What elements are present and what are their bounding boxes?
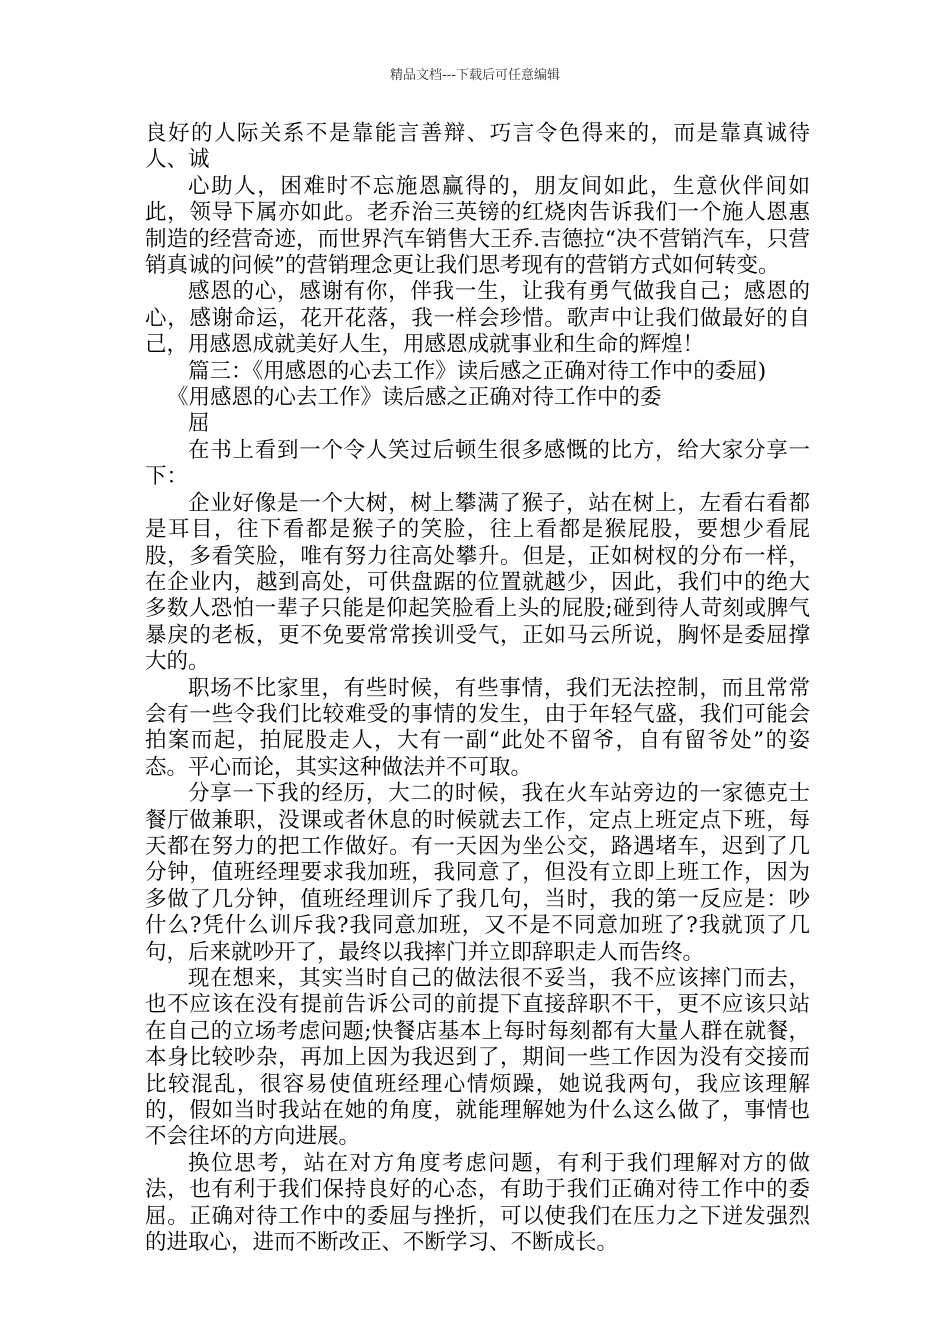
paragraph: 分享一下我的经历，大二的时候，我在火车站旁边的一家德克士餐厅做兼职，没课或者休息的时候就去工作，定点上班定点下班，每天都在努力的把工作做好。有一天因为坐公交，路遇堵车，迟到了几分钟，值班经理要求我加班，我同意了，但没有立即上班工作，因为多做了几分钟，值班经理训斥了我几句，当时，我的第一反应是：吵什么?凭什么训斥我?我同意加班，又不是不同意加班了?我就顶了几句，后来就吵开了，最终以我摔门并立即辞职走人而告终。 <box>145 781 810 965</box>
paragraph: 心助人，困难时不忘施恩赢得的，朋友间如此，生意伙伴间如此，领导下属亦如此。老乔治三英镑的红烧肉告诉我们一个施人恩惠制造的经营奇迹，而世界汽车销售大王乔.吉德拉“决不营销汽车，只营销真诚的问候”的营销理念更让我们思考现有的营销方式如何转变。 <box>145 173 810 279</box>
article-title: 《用感恩的心去工作》读后感之正确对待工作中的委 <box>167 385 662 411</box>
paragraph: 现在想来，其实当时自己的做法很不妥当，我不应该摔门而去，也不应该在没有提前告诉公司的前提下直接辞职不干，更不应该只站在自己的立场考虑问题;快餐店基本上每时每刻都有大量人群在就餐，本身比较吵杂，再加上因为我迟到了，期间一些工作因为没有交接而比较混乱，很容易使值班经理心情烦躁，她说我两句，我应该理解的，假如当时我站在她的角度，就能理解她为什么这么做了，事情也不会往坏的方向进展。 <box>145 966 810 1150</box>
paragraph: 换位思考，站在对方角度考虑问题，有利于我们理解对方的做法，也有利于我们保持良好的心态，有助于我们正确对待工作中的委屈。正确对待工作中的委屈与挫折，可以使我们在压力之下迸发强烈的进取心，进而不断改正、不断学习、不断成长。 <box>145 1150 810 1256</box>
paragraph: 良好的人际关系不是靠能言善辩、巧言令色得来的，而是靠真诚待人、诚 <box>145 121 810 173</box>
paragraph: 职场不比家里，有些时候，有些事情，我们无法控制，而且常常会有一些令我们比较难受的事情的发生，由于年轻气盛，我们可能会拍案而起，拍屁股走人，大有一副“此处不留爷，自有留爷处”的姿态。平心而论，其实这种做法并不可取。 <box>145 675 810 780</box>
document-body <box>145 121 810 1256</box>
section-heading: 篇三：《用感恩的心去工作》读后感之正确对待工作中的委屈) <box>188 358 767 384</box>
page-header: 精品文档---下载后可任意编辑 <box>389 68 561 83</box>
paragraph: 在书上看到一个令人笑过后顿生很多感慨的比方，给大家分享一下： <box>145 437 810 490</box>
article-title-continuation: 屈 <box>188 411 210 437</box>
paragraph: 企业好像是一个大树，树上攀满了猴子，站在树上，左看右看都是耳目，往下看都是猴子的笑脸，往上看都是猴屁股，要想少看屁股，多看笑脸，唯有努力往高处攀升。但是，正如树杈的分布一样，在企业内，越到高处，可供盘踞的位置就越少，因此，我们中的绝大多数人恐怕一辈子只能是仰起笑脸看上头的屁股;碰到待人苛刻或脾气暴戾的老板，更不免要常常挨训受气，正如马云所说，胸怀是委屈撑大的。 <box>145 490 810 675</box>
paragraph: 感恩的心，感谢有你，伴我一生，让我有勇气做我自己；感恩的心，感谢命运，花开花落，我一样会珍惜。歌声中让我们做最好的自己，用感恩成就美好人生，用感恩成就事业和生命的辉煌！ <box>145 279 810 358</box>
